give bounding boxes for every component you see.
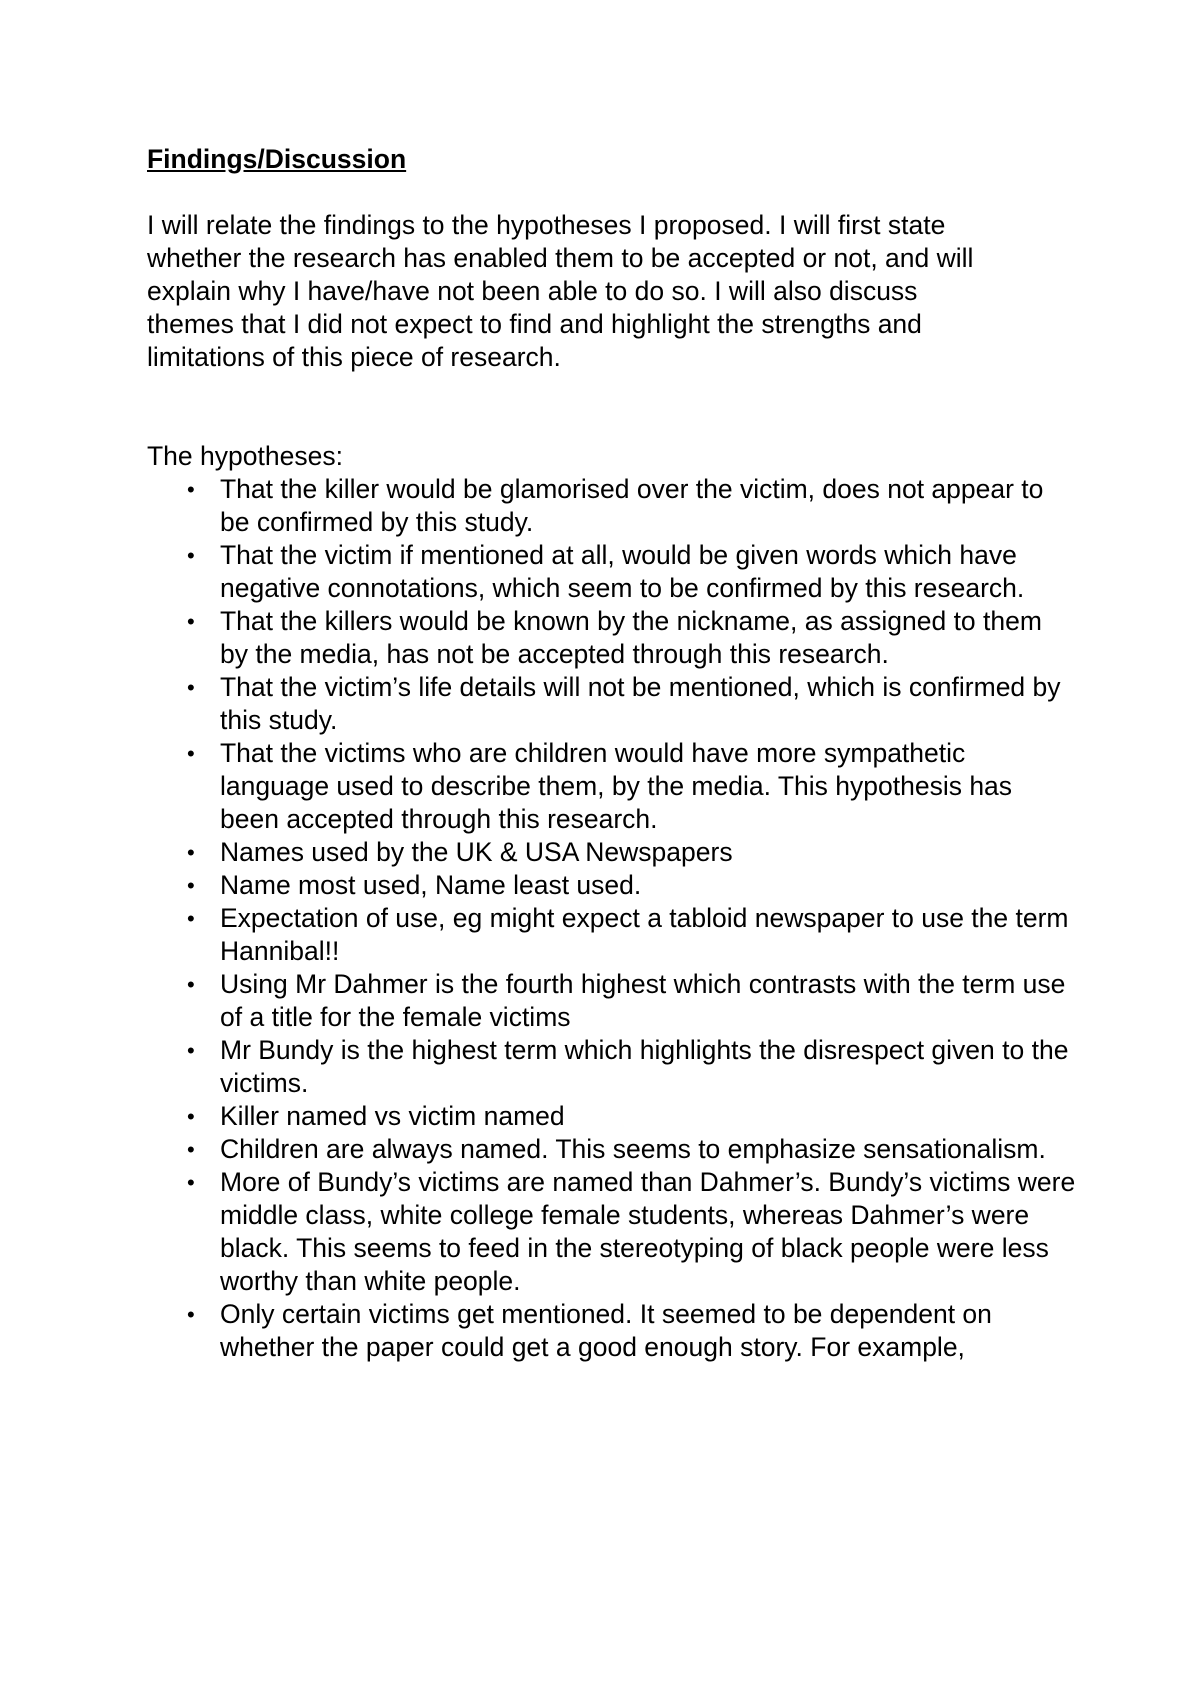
bullet-icon: • [187, 477, 195, 502]
hypotheses-title: The hypotheses: [147, 441, 343, 471]
bullet-icon: • [187, 1302, 195, 1327]
list-item [147, 671, 1077, 737]
list-item [147, 902, 1077, 968]
list-item [147, 968, 1077, 1034]
list-item-text: That the victim if mentioned at all, would be given words which have negative connotations, which seem to be confirmed by this research. [220, 540, 1025, 603]
bullet-icon: • [187, 609, 195, 634]
list-item-text: Mr Bundy is the highest term which highlights the disrespect given to the victims. [220, 1035, 1069, 1098]
intro-paragraph: I will relate the findings to the hypotheses I proposed. I will first state whether the research has enabled them to be accepted or not, and will explain why I have/have not been able to do so. I will also discuss themes that I did not expect to find and highlight the strengths and limitations of this piece of research. [147, 210, 974, 372]
list-item [147, 836, 1077, 869]
list-item-text: That the victims who are children would have more sympathetic language used to describe them, by the media. This hypothesis has been accepted through this research. [220, 738, 1013, 834]
bullet-icon: • [187, 1038, 195, 1063]
list-item-text: Only certain victims get mentioned. It seemed to be dependent on whether the paper could get a good enough story. For example, [220, 1299, 992, 1362]
bullet-icon: • [187, 906, 195, 931]
bullet-icon: • [187, 741, 195, 766]
list-item [147, 1298, 1077, 1364]
bullet-icon: • [187, 972, 195, 997]
list-item [147, 869, 1077, 902]
bullet-icon: • [187, 873, 195, 898]
list-item [147, 1133, 1077, 1166]
bullet-icon: • [187, 840, 195, 865]
list-item-text: More of Bundy’s victims are named than Dahmer’s. Bundy’s victims were middle class, white college female students, whereas Dahmer’s were black. This seems to feed in the stereotyping of black people were less worthy than white people. [220, 1167, 1076, 1296]
list-item [147, 473, 1077, 539]
list-item-text: Name most used, Name least used. [220, 870, 642, 900]
list-item-text: Children are always named. This seems to emphasize sensationalism. [220, 1134, 1046, 1164]
list-item [147, 539, 1077, 605]
list-item [147, 1166, 1077, 1298]
bullet-icon: • [187, 543, 195, 568]
hypotheses-list [147, 473, 1077, 836]
list-item-text: That the killer would be glamorised over the victim, does not appear to be confirmed by this study. [220, 474, 1044, 537]
list-item-text: That the killers would be known by the nickname, as assigned to them by the media, has not be accepted through this research. [220, 606, 1042, 669]
list-item [147, 737, 1077, 836]
bullet-icon: • [187, 675, 195, 700]
bullet-icon: • [187, 1137, 195, 1162]
list-item [147, 1100, 1077, 1133]
list-item-text: That the victim’s life details will not be mentioned, which is confirmed by this study. [220, 672, 1061, 735]
list-item-text: Expectation of use, eg might expect a tabloid newspaper to use the term Hannibal!! [220, 903, 1069, 966]
notes-list [147, 836, 1077, 1364]
list-item [147, 1034, 1077, 1100]
list-item-text: Killer named vs victim named [220, 1101, 565, 1131]
bullet-icon: • [187, 1104, 195, 1129]
list-item [147, 605, 1077, 671]
section-heading: Findings/Discussion [147, 144, 407, 174]
list-item-text: Names used by the UK & USA Newspapers [220, 837, 733, 867]
document-body [147, 143, 1077, 1364]
bullet-icon: • [187, 1170, 195, 1195]
list-item-text: Using Mr Dahmer is the fourth highest which contrasts with the term use of a title for the female victims [220, 969, 1066, 1032]
